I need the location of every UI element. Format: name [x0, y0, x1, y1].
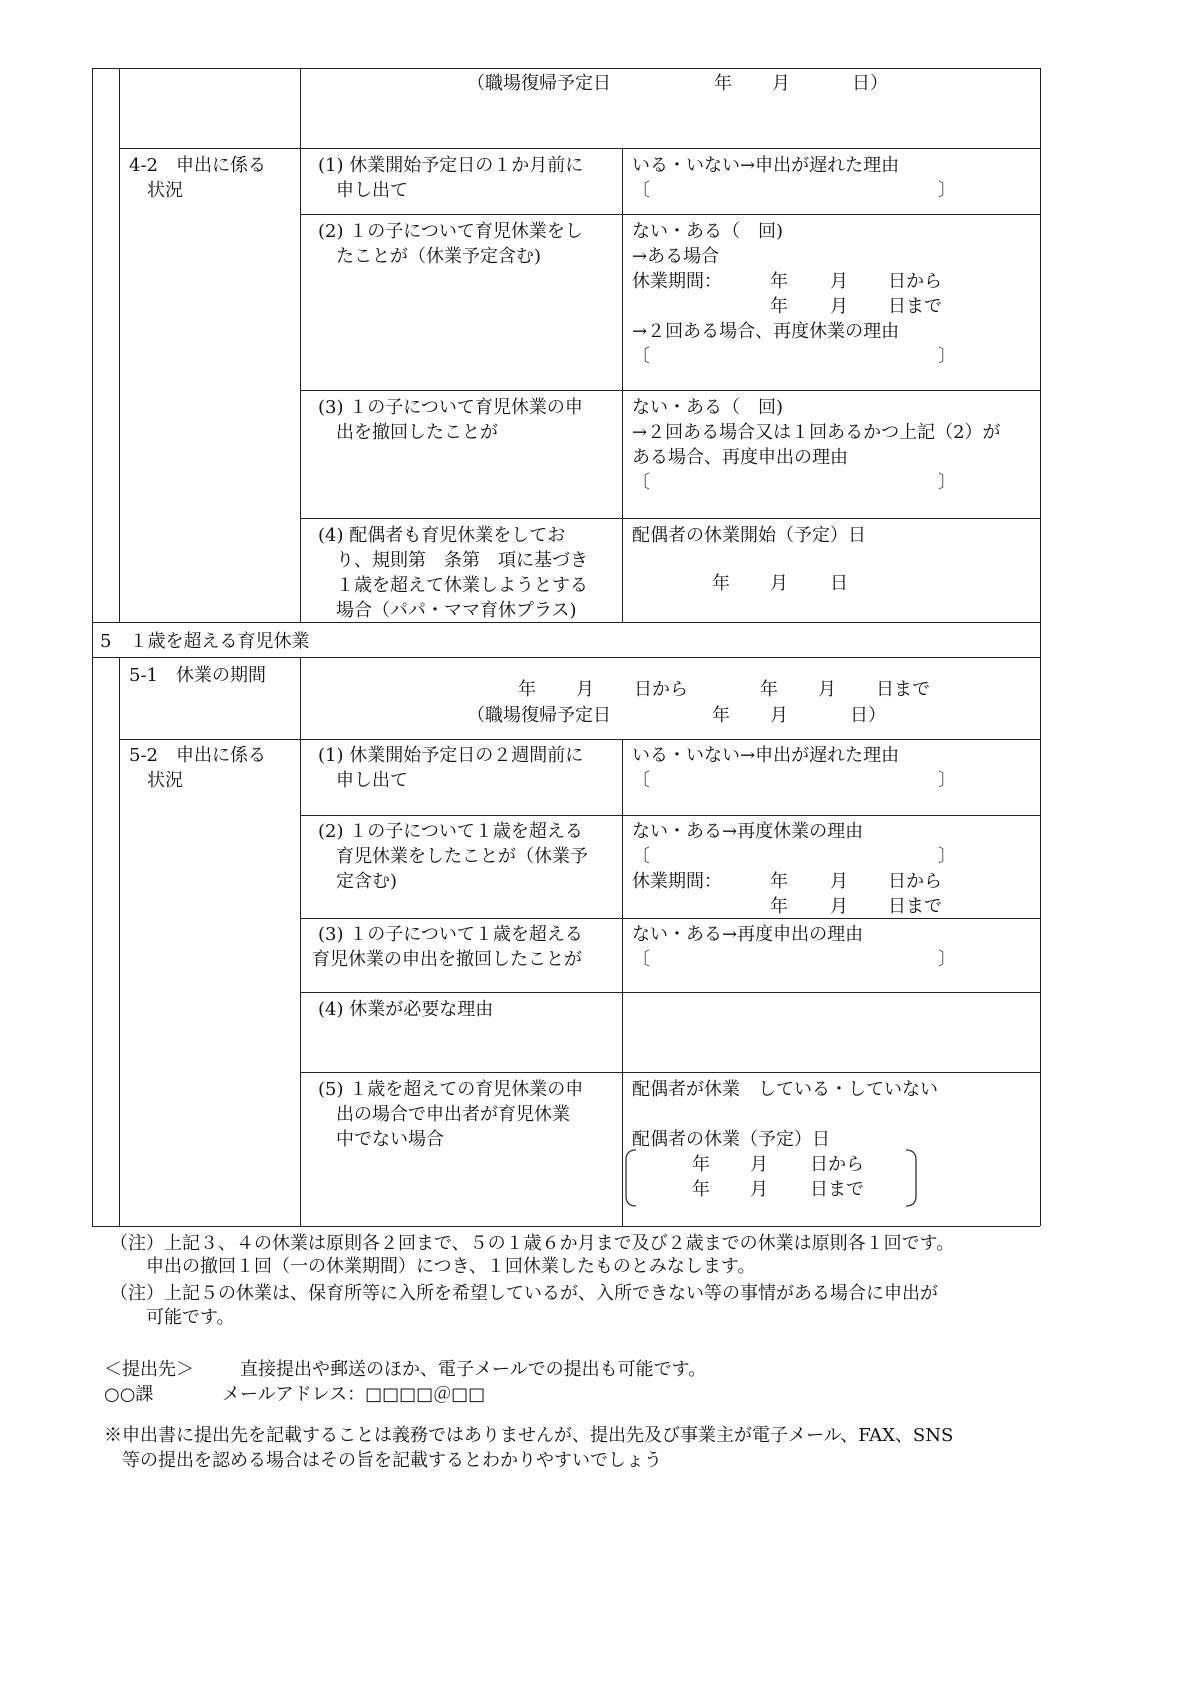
s5-q3-bracket-open: 〔 [632, 949, 650, 970]
s4-q2-answer1: ない・ある（ 回) [632, 221, 784, 242]
s4-q1-answer: いる・いない→申出が遅れた理由 [632, 155, 900, 176]
date-bracket-shape [622, 1148, 922, 1208]
s4-return-year: 年 [714, 73, 732, 94]
s5-q5-to-day: 日まで [810, 1179, 864, 1200]
s4-q3-answer3: ある場合、再度申出の理由 [632, 447, 848, 468]
s4-return-month: 月 [772, 73, 790, 94]
s5-q2-from-month: 月 [830, 871, 848, 892]
s5-q2-bracket-open: 〔 [632, 846, 650, 867]
s5-return-year: 年 [712, 705, 730, 726]
s4-q4-label-line3: １歳を超えて休業しようとする [336, 575, 588, 596]
s5-q3-bracket-close: 〕 [938, 949, 956, 970]
s4-q4-label-line1: (4) 配偶者も育児休業をしてお [318, 525, 566, 546]
left-curly-bracket [626, 1150, 636, 1206]
s4-q2-from-day: 日から [888, 271, 942, 292]
s52-label-line2: 状況 [147, 770, 183, 791]
s5-q5-to-month: 月 [750, 1179, 768, 1200]
s4-q3-answer2: →２回ある場合又は１回あるかつ上記（2）が [632, 422, 1001, 443]
s5-q1-answer: いる・いない→申出が遅れた理由 [632, 745, 900, 766]
note1-line1: （注）上記３、４の休業は原則各２回まで、５の１歳６か月まで及び２歳までの休業は原則各１回です。 [110, 1233, 955, 1254]
s5-q3-label-line1: (3) １の子について１歳を超える [318, 924, 583, 945]
s5-q5-label-line2: 出の場合で申出者が育児休業 [336, 1104, 570, 1125]
s5-q2-from-day: 日から [888, 871, 942, 892]
s4-q4-day: 日 [830, 573, 848, 594]
s4-q2-from-month: 月 [830, 271, 848, 292]
s5-q3-answer1: ない・ある→再度申出の理由 [632, 924, 864, 945]
s5-q2-to-month: 月 [830, 896, 848, 917]
s5-q5-from-month: 月 [750, 1154, 768, 1175]
s4-q3-label-line2: 出を撤回したことが [336, 422, 498, 443]
s5-q2-label-line3: 定含む) [336, 871, 398, 892]
s5-q5-label-line1: (5) １歳を超えての育児休業の申 [318, 1079, 584, 1100]
s4-return-day: 日） [852, 73, 888, 94]
s4-q3-bracket-open: 〔 [632, 472, 650, 493]
s5-q1-bracket-open: 〔 [632, 770, 650, 791]
s4-q4-year: 年 [712, 573, 730, 594]
s52-label-line1: 5-2 申出に係る [129, 745, 266, 766]
submission-dept: ○○課 [104, 1384, 154, 1405]
s4-q3-bracket-close: 〕 [938, 472, 956, 493]
s5-q2-period-label: 休業期間： [632, 871, 722, 892]
s5-return-label: （職場復帰予定日 [467, 705, 611, 726]
s5-q2-to-year: 年 [770, 896, 788, 917]
s4-q1-label-line1: (1) 休業開始予定日の１か月前に [318, 155, 584, 176]
s4-q4-month: 月 [770, 573, 788, 594]
s4-q2-label-line1: (2) １の子について育児休業をし [318, 221, 583, 242]
s5-q2-label-line1: (2) １の子について１歳を超える [318, 821, 583, 842]
footnote-line2: 等の提出を認める場合はその旨を記載するとわかりやすいでしょう [122, 1450, 662, 1471]
s4-return-label: （職場復帰予定日 [467, 73, 611, 94]
s5-q5-from-year: 年 [692, 1154, 710, 1175]
s51-to-day: 日まで [876, 679, 930, 700]
s4-q2-from-year: 年 [770, 271, 788, 292]
s4-q2-to-day: 日まで [888, 296, 942, 317]
s5-q2-from-year: 年 [770, 871, 788, 892]
s51-from-year: 年 [518, 679, 536, 700]
s51-from-month: 月 [576, 679, 594, 700]
s4-q2-label-line2: たことが（休業予定含む) [336, 246, 542, 267]
s4-q3-answer1: ない・ある（ 回) [632, 397, 784, 418]
s4-q1-bracket-close: 〕 [938, 180, 956, 201]
s5-q5-answer2: 配偶者の休業（予定）日 [632, 1129, 830, 1150]
s4-q2-bracket-close: 〕 [938, 346, 956, 367]
submission-text: 直接提出や郵送のほか、電子メールでの提出も可能です。 [240, 1359, 707, 1380]
s5-q5-answer1: 配偶者が休業 している・していない [632, 1079, 938, 1100]
s4-q2-bracket-open: 〔 [632, 346, 650, 367]
s4-q2-period-label: 休業期間： [632, 271, 722, 292]
footnote-line1: ※申出書に提出先を記載することは義務ではありませんが、提出先及び事業主が電子メール、FAX、SNS [104, 1425, 954, 1446]
note1-line2: 申出の撤回１回（一の休業期間）につき、１回休業したものとみなします。 [146, 1256, 756, 1277]
note2-line2: 可能です。 [146, 1307, 235, 1328]
s5-q2-label-line2: 育児休業をしたことが（休業予 [336, 846, 588, 867]
s5-q2-bracket-close: 〕 [938, 846, 956, 867]
s4-q4-answer1: 配偶者の休業開始（予定）日 [632, 525, 866, 546]
s4-q2-answer2: →ある場合 [632, 246, 720, 267]
s51-label: 5-1 休業の期間 [129, 665, 266, 686]
s5-q1-label-line1: (1) 休業開始予定日の２週間前に [318, 745, 584, 766]
s51-from-day: 日から [634, 679, 688, 700]
s4-q1-bracket-open: 〔 [632, 180, 650, 201]
s5-q3-label-line2: 育児休業の申出を撤回したことが [312, 949, 582, 970]
s42-label-line2: 状況 [147, 180, 183, 201]
right-curly-bracket [906, 1150, 916, 1206]
s5-q2-to-day: 日まで [888, 896, 942, 917]
submission-label: ＜提出先＞ [104, 1359, 194, 1380]
s5-q2-answer1: ない・ある→再度休業の理由 [632, 821, 864, 842]
s5-heading: 5 １歳を超える育児休業 [100, 631, 310, 652]
s4-q4-label-line2: り、規則第 条第 項に基づき [336, 550, 588, 571]
s5-q1-label-line2: 申し出て [336, 770, 408, 791]
s4-q2-to-year: 年 [770, 296, 788, 317]
s5-q1-bracket-close: 〕 [938, 770, 956, 791]
s4-q3-label-line1: (3) １の子について育児休業の申 [318, 397, 583, 418]
s42-label-line1: 4-2 申出に係る [129, 155, 266, 176]
s4-q1-label-line2: 申し出て [336, 180, 408, 201]
s51-to-month: 月 [818, 679, 836, 700]
submission-email: メールアドレス：□□□□＠□□ [222, 1384, 486, 1405]
s4-q4-label-line4: 場合（パパ・ママ育休プラス) [336, 600, 577, 621]
note2-line1: （注）上記５の休業は、保育所等に入所を希望しているが、入所できない等の事情がある場合に申出が [110, 1283, 938, 1304]
s4-q2-to-month: 月 [830, 296, 848, 317]
s5-return-month: 月 [770, 705, 788, 726]
s5-q5-from-day: 日から [810, 1154, 864, 1175]
s5-q4-label: (4) 休業が必要な理由 [318, 999, 494, 1020]
s5-q5-to-year: 年 [692, 1179, 710, 1200]
s4-q2-answer3: →２回ある場合、再度休業の理由 [632, 321, 900, 342]
s51-to-year: 年 [760, 679, 778, 700]
s5-return-day: 日） [850, 705, 886, 726]
s5-q5-label-line3: 中でない場合 [336, 1129, 444, 1150]
